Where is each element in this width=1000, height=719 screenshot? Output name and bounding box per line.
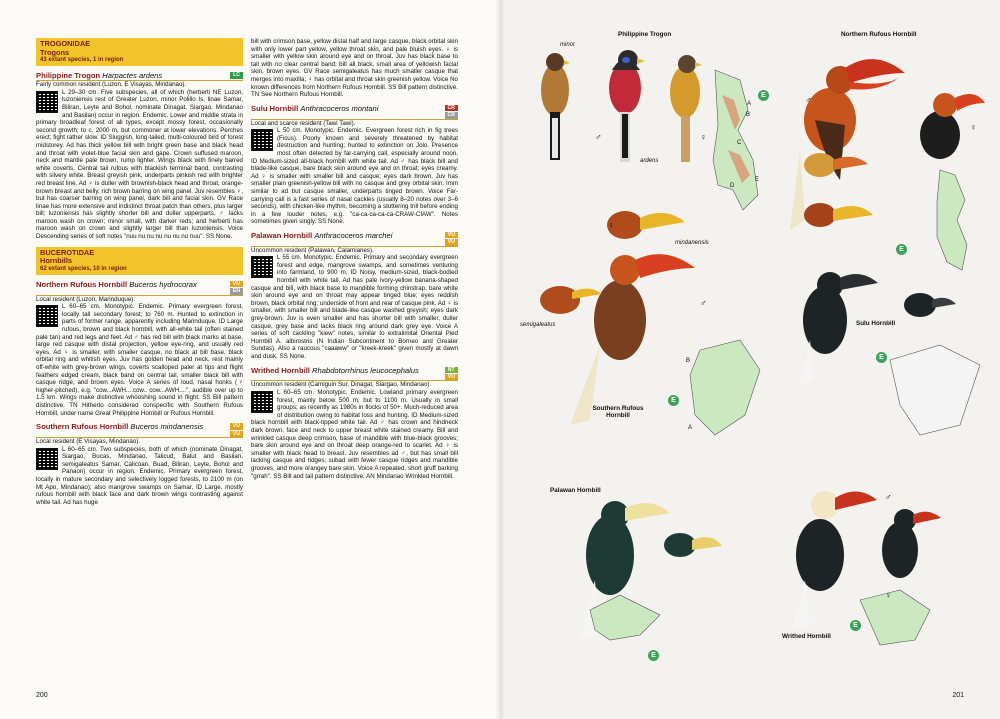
family-header-bucerotidae bbox=[36, 247, 243, 275]
species-scientific-name: Buceros hydrocorax bbox=[129, 279, 197, 289]
northern-rufous-hornbill-male-illustration bbox=[790, 59, 905, 230]
species-heading bbox=[251, 231, 458, 247]
species-palawan-hornbill bbox=[251, 231, 458, 361]
status-badge-vu: VU bbox=[445, 232, 458, 238]
qr-code-icon[interactable] bbox=[36, 448, 58, 470]
subspecies-label-mindanensis: mindanensis bbox=[675, 240, 709, 246]
status-badge-cr: CR bbox=[445, 105, 459, 111]
trogon-male-illustration bbox=[609, 50, 645, 162]
family-summary: 43 extant species, 1 in region bbox=[40, 57, 124, 64]
family-summary: 62 extant species, 10 in region bbox=[40, 265, 127, 272]
species-common-name: Northern Rufous Hornbill bbox=[36, 279, 128, 289]
map-region-letter: A bbox=[688, 425, 693, 431]
family-name: BUCEROTIDAE bbox=[40, 247, 95, 257]
species-common-name: Philippine Trogon bbox=[36, 71, 101, 81]
species-scientific-name: Rhabdotorrhinus leucocephalus bbox=[312, 365, 419, 375]
text-column-2 bbox=[251, 38, 458, 480]
species-common-name: Southern Rufous Hornbill bbox=[36, 422, 129, 432]
species-southern-rufous-hornbill bbox=[36, 422, 243, 506]
species-status: Local resident (E Visayas, Mindanao). bbox=[36, 437, 141, 445]
status-badge-nt: NT bbox=[445, 367, 458, 373]
species-description: L 60–65 cm. Two subspecies, both of which (nominate Dinagat, Siargao, Bucas, Mindanao, Talicud, Balut and Basilan, semigaleatus Samar, Calicoan, Buad, Biliran, Leyte, Bohol and Panaon) occur in region. Endemic. Primary evergreen forest, locally in mature secondary and selectively logged forests, to 2100 m (on Mt Apo, Mindanao); also mangrove swamps on Samar. ID Large, mostly rufous hornbill with black face and dark brown wings contrasting against white tail. Ad has huge bbox=[36, 445, 243, 506]
text-column-1 bbox=[36, 38, 243, 506]
qr-code-icon[interactable] bbox=[251, 256, 273, 278]
species-status: Local resident (Luzon, Marinduque). bbox=[36, 295, 136, 303]
plate-label-writhed-hornbill: Writhed Hornbill bbox=[782, 633, 831, 640]
status-badge-vu: VU bbox=[445, 374, 458, 380]
family-header-trogonidae bbox=[36, 38, 243, 66]
endemic-badge-icon: E bbox=[876, 352, 887, 363]
writhed-hornbill-female-illustration bbox=[882, 509, 941, 578]
species-scientific-name: Anthracoceros marchei bbox=[314, 230, 393, 240]
male-symbol-icon: ♂ bbox=[885, 492, 892, 502]
species-status: Fairly common resident (Luzon, E Visayas, Mindanao). bbox=[36, 81, 187, 89]
species-description: L 60–65 cm. Monotypic. Endemic. Primary evergreen forest, locally tall secondary forest; to 760 m. Hunted to extinction in parts of former range, apparently including Marinduque. ID Large rufous, brown and black hornbill, with all-white tail (often stained pale tan) and red legs and feet. Ad ♂ has red bill with black marks at base, large red casque with distal projection, yellow eye-ring, and usually red eyes. Ad ♀ is smaller, with smaller casque, no black at bill base, black orbital ring and whitish eyes. Juv has golden head and neck, rest mainly off-white with grey-brown wings, coverts scalloped paler at tips and flight feathers edged cream, black band on central tail, smaller black bill with casque ridge, and brown eyes. Voice A series of loud, nasal honks (♀ higher-pitched), e.g. "cow...AWH....cow.. cow...AWH....", audible over up to 1.5 km. Wings make distinctive whooshing sound in flight. SS Bill pattern distinctive. TN Hitherto considered conspecific with Southern Rufous Hornbill, under name Great Philippine Hornbill or Rufous Hornbill. bbox=[36, 303, 243, 417]
male-symbol-icon: ♂ bbox=[700, 298, 707, 308]
endemic-badge-icon: E bbox=[648, 650, 659, 661]
male-symbol-icon: ♂ bbox=[805, 95, 812, 105]
qr-code-icon[interactable] bbox=[36, 305, 58, 327]
species-heading bbox=[251, 104, 458, 120]
species-scientific-name: Harpactes ardens bbox=[102, 71, 163, 81]
species-common-name: Writhed Hornbill bbox=[251, 365, 310, 375]
subspecies-label-ardens: ardens bbox=[640, 158, 659, 164]
species-description: L 55 cm. Monotypic. Endemic. Primary and secondary evergreen forest and edge, mangrove swamps, and sometimes venturing into farmland, to 900 m. ID Noisy, medium-sized, black-bodied hornbill with white tail. Ad has pale ivory-yellow banana-shaped casque and bill, with black base to mandible forming chinstrap, bare white skin around eye and on throat may appear tinged blue; eyes reddish brown, black orbital ring; underside of front and rear of casque pink. Ad ♀ is smaller, with smaller bill and blade-like casque washed greyish; eyes dark grey-brown. Juv is even smaller and has shorter bill with smaller, duller casque, grey base and lacks black ring around dark grey eye. Voice A series of soft cackling "kiew" notes, similar to extralimital Oriental Pied Hornbill A. albirostris (N Indian Subcontinent to Borneo and Greater Sundas). Also a raucous "caaaww" or "kreek-kreek" given mostly at dawn and dusk. SS None. bbox=[251, 254, 458, 360]
species-description: L 29–30 cm. Five subspecies, all of which (herberti NE Luzon, luzoniensis rest of Greater Luzon, minor Polillo Is, linae Samar, Biliran, Leyte and Bohol, nominate Dinagat, Siargao, Mindanao and Basilan) occur in region. Endemic. Lower and middle strata in primary broadleaf forest of all types, except mossy forest, occasionally second growth; to c. 2000 m, but commoner at lower elevations. Perches erect; fight rather slow. ID Sluggish, long-tailed, multi-coloured bird of forest midstorey. Ad has thick yellow bill with bright green base and black head and throat with violet-blue facial skin and gape. Crown suffused maroon, neck and mantle pale brown, rump lighter. Wings black with finely barred white coverts. Central tail rufous with blackish terminal band, contrasting with silvery white. Breast greyish pink, underparts pinkish red with brighter red breast line. Ad ♀ is duller with brownish-black head and throat, orange-brown breast and belly, rich brown barring on wing panel. Juv resembles ♀, but has coarser barring on wing panel, dark bill and facial skin. GV Race linae has more extensive and indistinct throat patch than others, plus larger bill; luzoniensis has slightly shorter bill and duller upperparts, ♂ lacks maroon wash on crown; minor small, with darker reds; and herberti has maroon wash on crown and slightly larger bill than luzoniensis. Voice Descending series of soft notes "nuu nu nu nu nu nu nu nuu". SS None. bbox=[36, 88, 243, 241]
qr-code-icon[interactable] bbox=[251, 391, 273, 413]
species-description: L 50 cm. Monotypic. Endemic. Evergreen forest rich in fig trees (Ficus). Poorly known and severely threatened by habitat destruction and hunting; hunted to extinction on Jolo. Presence most often detected by far-carrying call, especially around noon. ID Medium-sized all-black hornbill with white tail. Ad ♂ has black bill and blade-like casque, bare black skin around eye and on throat; eyes creamy. Ad ♀ is smaller with smaller bill and casque; eyes dark brown. Juv has smaller plain greenish-yellow bill with no casque and grey orbital skin. Imm similar to ad but casque smaller, underparts tinged brown. Voice Far-carrying call is a fast series of nasal cackles (usually 8–20 notes over 3–6 seconds), with chicken-like rhythm, becoming a stuttering trill before ending in a few louder notes, e.g. "ca-ca-ca-ca-ca-CRAW-CIAW". Notes sometimes given singly. SS None. bbox=[251, 127, 458, 226]
status-badge-en: EN bbox=[230, 288, 243, 294]
species-common-name: Palawan Hornbill bbox=[251, 230, 313, 240]
plate-label-sulu-hornbill: Sulu Hornbill bbox=[856, 320, 896, 327]
subspecies-label-minor: minor bbox=[560, 42, 576, 48]
species-status: Local and scarce resident (Tawi Tawi). bbox=[251, 119, 356, 127]
species-heading bbox=[36, 280, 243, 296]
endemic-badge-icon: E bbox=[758, 90, 769, 101]
status-badge-cr: CR bbox=[445, 112, 459, 118]
family-name: TROGONIDAE bbox=[40, 39, 91, 48]
status-badge-vu: VU bbox=[445, 239, 458, 245]
plate-label-southern-rufous-hornbill: Southern Rufous Hornbill bbox=[592, 405, 644, 419]
qr-code-icon[interactable] bbox=[36, 91, 58, 113]
map-region-letter: C bbox=[737, 140, 742, 146]
species-scientific-name: Anthracoceros montani bbox=[300, 103, 379, 113]
species-heading bbox=[36, 71, 243, 81]
map-region-letter: B bbox=[746, 112, 751, 118]
family-common-name: Hornbills bbox=[40, 256, 73, 266]
book-gutter bbox=[495, 0, 505, 719]
southern-rufous-hornbill-illustration bbox=[540, 211, 695, 425]
species-writhed-hornbill bbox=[251, 366, 458, 481]
qr-code-icon[interactable] bbox=[251, 129, 273, 151]
species-heading bbox=[36, 422, 243, 438]
status-badge-vu: VU bbox=[230, 431, 243, 437]
female-symbol-icon: ♀ bbox=[885, 590, 892, 600]
species-scientific-name: Buceros mindanensis bbox=[130, 422, 204, 432]
male-symbol-icon: ♂ bbox=[595, 132, 602, 142]
plate-illustrations bbox=[500, 0, 1000, 719]
species-status: Uncommon resident (Camiguin Sur, Dinagat, Siargao, Mindanao). bbox=[251, 381, 432, 389]
map-region-letter: E bbox=[755, 177, 760, 183]
endemic-badge-icon: E bbox=[850, 620, 861, 631]
species-common-name: Sulu Hornbill bbox=[251, 103, 299, 113]
endemic-badge-icon: E bbox=[668, 395, 679, 406]
status-badge-vu: VU bbox=[230, 423, 243, 429]
plate-label-palawan-hornbill: Palawan Hornbill bbox=[550, 487, 601, 494]
species-description-continued: bill with crimson base, yellow distal half and large casque, black orbital skin with only lower part yellow, yellow throat skin, and pale bluish eyes. ♀ is smaller with yellow skin around eye and on throat. Juv has black base to tail with no clear central band; bill all black, small area of yellowish facial skin, brown eyes. GV Race semigaleatus has much smaller casque that merges into maxilla; ♀ has orbital and throat skin greenish yellow. Voice No known differences from Northern Rufous Hornbill. SS Bill pattern distinctive. TN See Northern Rufous Hornbill. bbox=[251, 38, 458, 99]
status-badge-lc: LC bbox=[230, 72, 243, 78]
species-sulu-hornbill bbox=[251, 104, 458, 226]
plate-label-philippine-trogon: Philippine Trogon bbox=[618, 31, 672, 38]
page-number: 200 bbox=[36, 692, 48, 699]
map-region-letter: B bbox=[686, 358, 691, 364]
species-description: L 60–65 cm. Monotypic. Endemic. Lowland primary evergreen forest, mainly below 500 m, but to 1100 m. Usually in small groups; as recently as 1980s in flocks of 50+. Much-reduced area of distribution owing to habitat loss and hunting. ID Medium-sized black hornbill with black-tipped white tail. Ad ♂ has crown and hindneck dark brown, face and neck to upper breast white stained creamy. Bill and wrinkled casque deep crimson, base of mandible with blue-black grooves; bare skin around eye and on throat deep orange-red to scarlet. Ad ♀ is smaller with black head to breast. Juv resembles ad ♂, but has small bill lacking casque and ridges; subad with fewer casque ridges and mandible grooves, and more orangey bare skin. Voice A repeated, short gruff barking "grrah". SS Bill and tail pattern distinctive. AN Mindanao Wrinkled Hornbill. bbox=[251, 389, 458, 480]
species-philippine-trogon bbox=[36, 71, 243, 240]
status-badge-vu: VU bbox=[230, 281, 243, 287]
species-status: Uncommon resident (Palawan, Calamianes). bbox=[251, 246, 374, 254]
species-heading bbox=[251, 366, 458, 382]
female-symbol-icon: ♀ bbox=[700, 132, 707, 142]
subspecies-label-semigaleatus: semigaleatus bbox=[520, 322, 556, 328]
map-region-letter: D bbox=[730, 183, 735, 189]
family-common-name: Trogons bbox=[40, 47, 70, 57]
right-page bbox=[500, 0, 1000, 719]
juvenile-hornbill-head-illustration bbox=[804, 153, 873, 227]
endemic-badge-icon: E bbox=[896, 244, 907, 255]
trogon-minor-illustration bbox=[541, 53, 570, 160]
female-symbol-icon: ♀ bbox=[608, 220, 615, 230]
female-symbol-icon: ♀ bbox=[970, 122, 977, 132]
page-number: 201 bbox=[952, 692, 964, 699]
species-northern-rufous-hornbill bbox=[36, 280, 243, 417]
map-region-letter: A bbox=[747, 101, 752, 107]
trogon-female-illustration bbox=[670, 55, 702, 162]
plate-label-northern-rufous-hornbill: Northern Rufous Hornbill bbox=[841, 31, 917, 38]
